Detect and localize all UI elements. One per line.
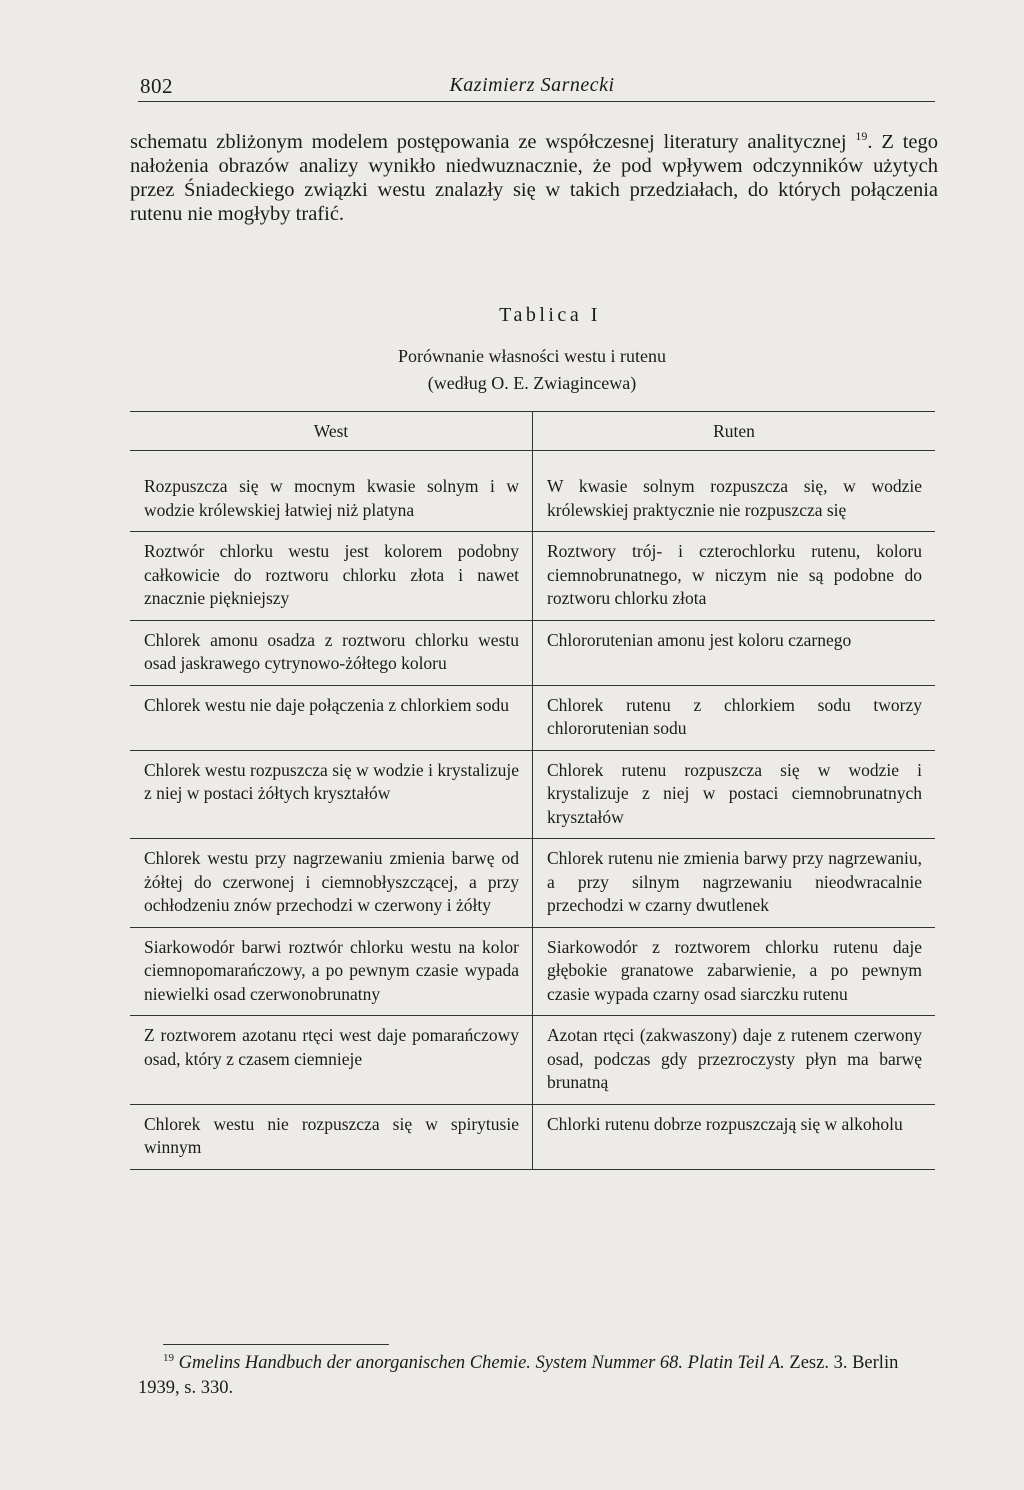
table-row [130,839,935,928]
column-header-west: West [130,412,533,451]
cell-west: Chlorek westu nie rozpuszcza się w spirytusie winnym [130,1104,533,1169]
intro-text-after: . Z tego nałożenia obrazów analizy wynikło niedwuznacznie, że pod wpływem odczynników użytych przez Śniadeckiego związki westu znalazły się w takich przedziałach, do których połączenia rutenu nie mogłyby trafić. [130,131,938,225]
intro-text-before: schematu zbliżonym modelem postępowania ze współczesnej literatury analitycznej [130,131,856,153]
footnote-rule [163,1344,389,1345]
cell-ruten: Chlororutenian amonu jest koloru czarnego [533,620,936,685]
cell-west: Chlorek westu przy nagrzewaniu zmienia barwę od żółtej do czerwonej i ciemnobłyszczącej, a przy ochłodzeniu znów przechodzi w czerwony i żółty [130,839,533,928]
column-header-ruten: Ruten [533,412,936,451]
footnote [138,1351,935,1401]
cell-ruten: Chlorek rutenu rozpuszcza się w wodzie i krystalizuje z niej w postaci ciemnobrunatnych kryształów [533,750,936,839]
cell-west: Chlorek amonu osadza z roztworu chlorku westu osad jaskrawego cytrynowo-żółtego koloru [130,620,533,685]
header-rule [138,101,935,102]
table-row [130,1104,935,1169]
cell-ruten: Chlorki rutenu dobrze rozpuszczają się w alkoholu [533,1104,936,1169]
cell-ruten: W kwasie solnym rozpuszcza się, w wodzie królewskiej praktycznie nie rozpuszcza się [533,451,936,532]
comparison-table [130,411,935,1170]
cell-west: Chlorek westu nie daje połączenia z chlorkiem sodu [130,685,533,750]
cell-west: Rozpuszcza się w mocnym kwasie solnym i w wodzie królewskiej łatwiej niż platyna [130,451,533,532]
footnote-reference[interactable]: 19 [855,129,868,143]
table-subtitle-line-2: (według O. E. Zwiagincewa) [427,373,637,393]
table-row [130,685,935,750]
comparison-table-wrapper [130,411,935,1170]
table-subtitle-line-1: Porównanie własności westu i rutenu [398,346,666,366]
footnote-citation-details: Zesz. 3. Berlin 1939, s. 330. [138,1353,899,1398]
table-subtitle [0,343,1024,397]
table-row [130,927,935,1016]
table-row [130,750,935,839]
table-row [130,451,935,532]
table-row [130,620,935,685]
table-title: Tablica I [499,304,601,326]
cell-ruten: Chlorek rutenu z chlorkiem sodu tworzy chlororutenian sodu [533,685,936,750]
footnote-number: 19 [163,1352,174,1364]
table-row [130,1016,935,1105]
table-row [130,532,935,621]
cell-ruten: Chlorek rutenu nie zmienia barwy przy nagrzewaniu, a przy silnym nagrzewaniu nieodwracalnie przechodzi w czarny dwutlenek [533,839,936,928]
cell-ruten: Azotan rtęci (zakwaszony) daje z rutenem czerwony osad, podczas gdy przezroczysty płyn ma barwę brunatną [533,1016,936,1105]
intro-paragraph [130,130,938,226]
table-header-row [130,412,935,451]
footnote-citation-title: Gmelins Handbuch der anorganischen Chemie. System Nummer 68. Platin Teil A. [178,1353,785,1373]
cell-west: Chlorek westu rozpuszcza się w wodzie i krystalizuje z niej w postaci żółtych kryształów [130,750,533,839]
cell-west: Z roztworem azotanu rtęci west daje pomarańczowy osad, który z czasem ciemnieje [130,1016,533,1105]
running-title: Kazimierz Sarnecki [449,74,615,96]
cell-west: Roztwór chlorku westu jest kolorem podobny całkowicie do roztworu chlorku złota i nawet znacznie piękniejszy [130,532,533,621]
cell-ruten: Siarkowodór z roztworem chlorku rutenu daje głębokie granatowe zabarwienie, a po pewnym czasie wypada czarny osad siarczku rutenu [533,927,936,1016]
cell-ruten: Roztwory trój- i czterochlorku rutenu, koloru ciemnobrunatnego, w niczym nie są podobne do roztworu chlorku złota [533,532,936,621]
page-number: 802 [140,74,173,98]
cell-west: Siarkowodór barwi roztwór chlorku westu na kolor ciemnopomarańczowy, a po pewnym czasie wypada niewielki osad czerwonobrunatny [130,927,533,1016]
